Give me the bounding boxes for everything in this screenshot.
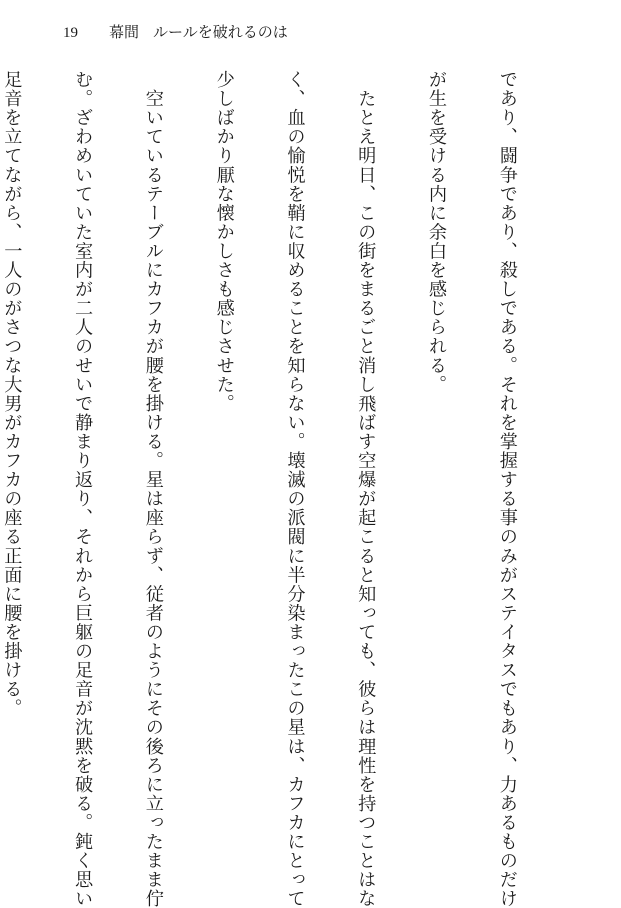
running-header [63, 22, 288, 44]
text-line: 少しばかり厭な懐かしさも感じさせた。 [213, 70, 235, 413]
text-line: 空いているテーブルにカフカが腰を掛ける。星は座らず、従者のようにその後ろに立ったまま佇 [142, 70, 164, 908]
chapter-title: ルールを破れるのは [153, 25, 288, 41]
text-line: む。ざわめいていた室内が二人のせいで静まり返り、それから巨躯の足音が沈黙を破る。鈍く思い [72, 70, 94, 908]
vertical-body-text [1, 70, 566, 908]
chapter-label: 幕間 [109, 25, 140, 41]
text-line: たとえ明日、この街をまるごと消し飛ばす空爆が起こると知っても、彼らは理性を持つことはな [355, 70, 377, 908]
page-number: 19 [63, 25, 78, 41]
text-line: であり、闘争であり、殺しである。それを掌握する事のみがステイタスでもあり、力あるものだけ [496, 70, 518, 908]
text-line: く、血の愉悦を鞘に収めることを知らない。壊滅の派閥に半分染まったこの星は、カフカにとって [284, 70, 306, 908]
text-line: 足音を立てながら、一人のがさつな大男がカフカの座る正面に腰を掛ける。 [1, 70, 23, 718]
text-line: が生を受ける内に余白を感じられる。 [426, 70, 448, 394]
